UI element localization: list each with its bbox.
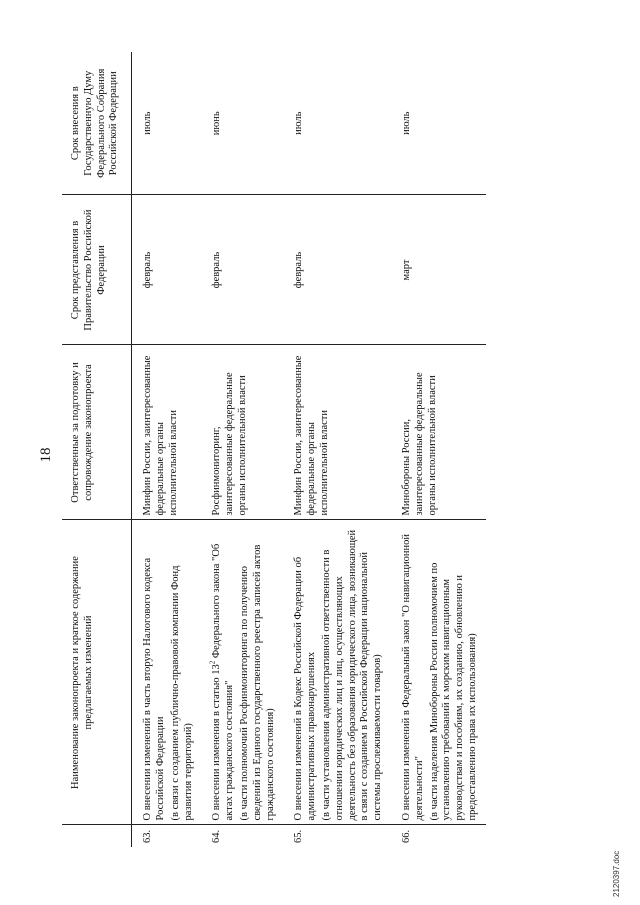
law-title-suffix: Федерального закона "Об актах гражданского состояния" <box>211 543 236 821</box>
duma-deadline-cell: июнь <box>211 111 223 136</box>
row-number: 63. <box>132 825 202 847</box>
law-name-cell <box>391 520 486 825</box>
law-name-cell <box>283 520 391 825</box>
header-responsible: Ответственные за подготовку и сопровождение законопроекта <box>62 345 132 520</box>
law-detail: (в части полномочий Росфинмониторинга по получению сведений из Единого государственного реестра записей актов гражданского состояния) <box>238 544 276 821</box>
law-title: О внесении изменений в Кодекс Российской Федерации об административных правонарушениях <box>293 556 318 821</box>
gov-deadline-cell: февраль <box>201 195 283 345</box>
law-title: О внесении изменений в часть вторую Налогового кодекса Российской Федерации <box>142 557 166 821</box>
header-number <box>62 825 132 847</box>
gov-deadline-cell: февраль <box>132 195 202 345</box>
responsible-cell: Минфин России, заинтересованные федеральные органы исполнительной власти <box>132 345 202 520</box>
duma-deadline-cell: июль <box>400 111 412 135</box>
law-title-superscript: 2 <box>208 660 217 665</box>
law-detail: (в части установления административной ответственности в отношении юридических лиц и лиц, осуществляющих деятельность без образования юридического лица, возникающей в связи с созданием в Российской Федерации национальной системы прослеживаемости товаров) <box>320 529 384 821</box>
gov-deadline-cell: февраль <box>283 195 391 345</box>
draft-laws-table <box>62 52 486 847</box>
row-number: 65. <box>283 825 391 847</box>
gov-deadline-cell: март <box>391 195 486 345</box>
document-file-id: 2120397.doc <box>612 850 621 897</box>
responsible-cell: Росфинмониторинг, заинтересованные федеральные органы исполнительной власти <box>201 345 283 520</box>
responsible-cell: Минфин России, заинтересованные федеральные органы исполнительной власти <box>283 345 391 520</box>
table-row <box>132 52 202 847</box>
page-number: 18 <box>38 447 54 463</box>
header-duma-deadline: Срок внесения в Государственную Думу Федерального Собрания Российской Федерации <box>62 52 132 195</box>
header-gov-deadline: Срок представления в Правительство Российской Федерации <box>62 195 132 345</box>
responsible-cell: Минобороны России, заинтересованные федеральные органы исполнительной власти <box>391 345 486 520</box>
duma-deadline-cell: июль <box>293 111 305 135</box>
table-row <box>283 52 391 847</box>
duma-deadline-cell: июль <box>142 111 154 135</box>
table-row <box>391 52 486 847</box>
row-number: 64. <box>201 825 283 847</box>
law-title-prefix: О внесении изменения в статью 13 <box>211 664 223 821</box>
law-detail: (в связи с созданием публично-правовой компании Фонд развития территорий) <box>169 565 194 821</box>
header-name: Наименование законопроекта и краткое содержание предлагаемых изменений <box>62 520 132 825</box>
law-name-cell <box>132 520 202 825</box>
law-detail: (в части наделения Минобороны России полномочием по установлению требований к морским навигационным руководствам и пособиям, их созданию, обновлению и предоставлению права их использования) <box>428 562 478 821</box>
row-number: 66. <box>391 825 486 847</box>
table-header-row <box>62 52 132 847</box>
table-row <box>201 52 283 847</box>
law-name-cell <box>201 520 283 825</box>
law-title <box>208 525 237 821</box>
law-title: О внесении изменений в Федеральный закон "О навигационной деятельности" <box>400 534 425 821</box>
